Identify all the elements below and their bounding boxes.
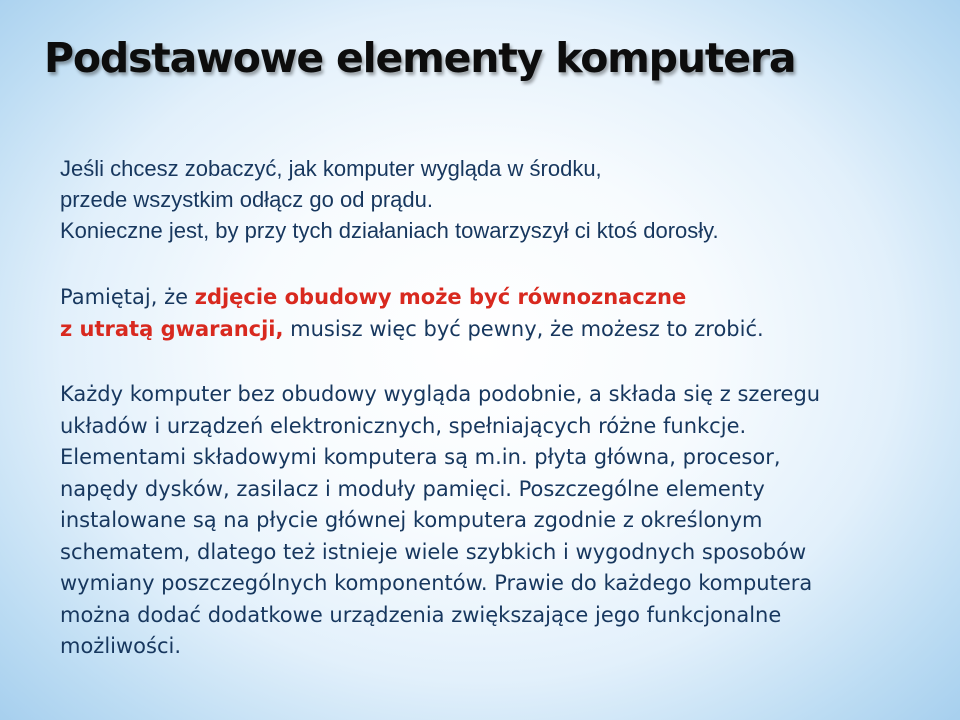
text-segment: Pamiętaj, że	[60, 285, 195, 309]
text-line: można dodać dodatkowe urządzenia zwiększające jego funkcjonalne	[60, 602, 782, 627]
text-line: układów i urządzeń elektronicznych, spełniających różne funkcje.	[60, 413, 747, 438]
text-segment: musisz więc być pewny, że możesz to zrobić.	[283, 316, 764, 341]
text-line: napędy dysków, zasilacz i moduły pamięci. Poszczególne elementy	[60, 476, 765, 501]
text-line	[60, 282, 764, 314]
highlighted-warning: zdjęcie obudowy może być równoznaczne	[194, 285, 687, 309]
paragraph-components	[60, 379, 820, 663]
paragraph-safety	[60, 153, 719, 246]
text-line: schematem, dlatego też istnieje wiele szybkich i wygodnych sposobów	[60, 539, 807, 564]
paragraph-warranty	[60, 282, 764, 345]
text-line: przede wszystkim odłącz go od prądu.	[60, 187, 433, 212]
text-line: instalowane są na płycie głównej komputera zgodnie z określonym	[60, 508, 763, 532]
text-line: Każdy komputer bez obudowy wygląda podobnie, a składa się z szeregu	[60, 382, 821, 406]
text-line: Jeśli chcesz zobaczyć, jak komputer wygląda w środku,	[60, 156, 602, 181]
slide-title: Podstawowe elementy komputera	[44, 34, 796, 82]
text-line	[60, 314, 764, 346]
text-line: możliwości.	[60, 634, 182, 658]
text-line: Konieczne jest, by przy tych działaniach towarzyszył ci ktoś dorosły.	[60, 218, 719, 243]
highlighted-warning: z utratą gwarancji,	[60, 316, 284, 341]
text-line: wymiany poszczególnych komponentów. Prawie do każdego komputera	[60, 571, 813, 595]
text-line: Elementami składowymi komputera są m.in. płyta główna, procesor,	[60, 445, 781, 469]
